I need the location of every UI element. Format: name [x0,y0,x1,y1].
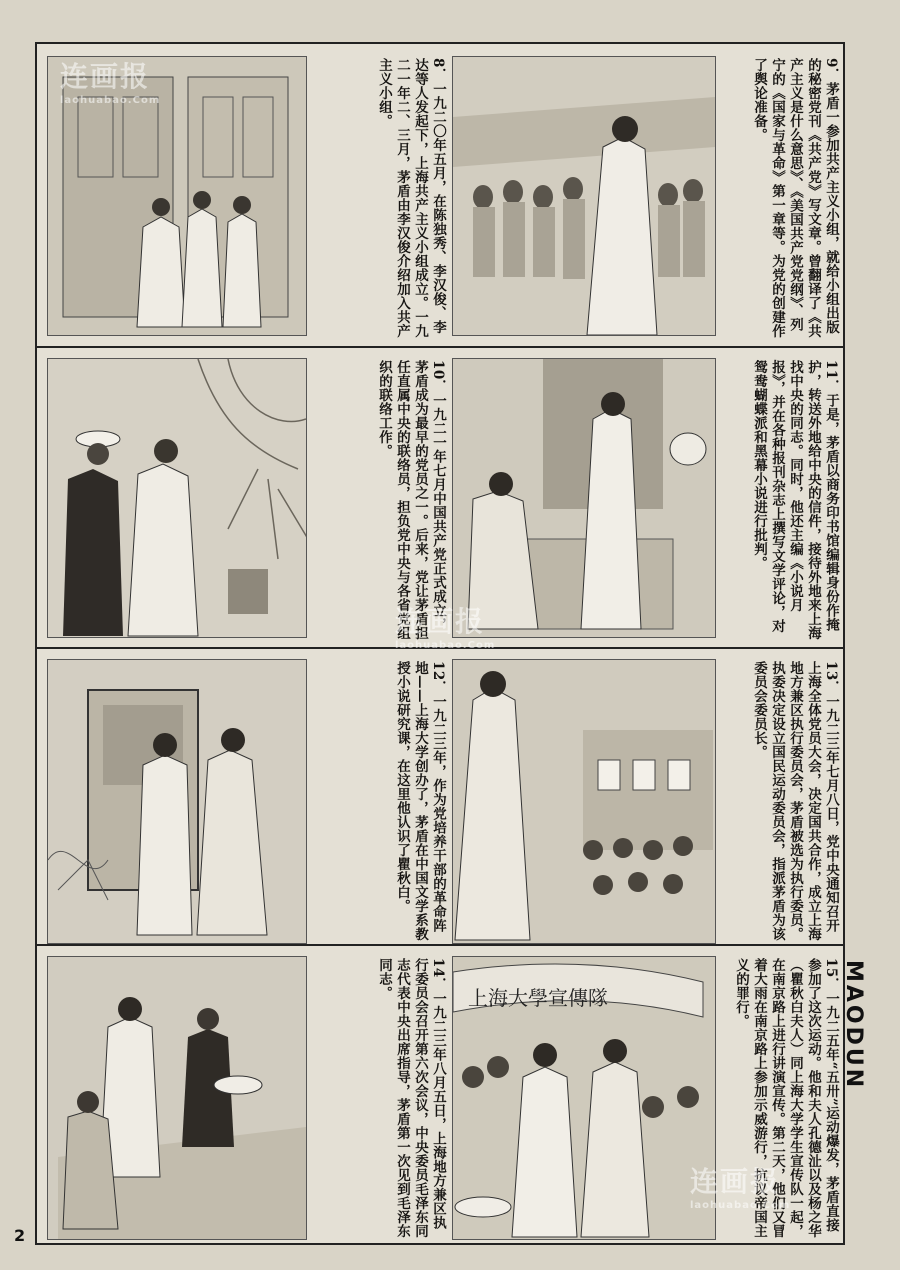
illustration-9 [452,56,716,336]
watermark-text: 连画报 [60,60,151,93]
caption-10: 10．一九二一年七月中国共产党正式成立，茅盾成为最早的党员之一。后来，党让茅盾担任直属中央的联络员，担负党中央与各省党组织的联络工作。 [376,360,446,640]
side-title: MAODUN [841,960,866,1091]
watermark-2 [395,600,495,651]
caption-8: 8．一九二〇年五月，在陈独秀、李汉俊、李达等人发起下，上海共产主义小组成立。一九二一年二、三月，茅盾由李汉俊介绍加入共产主义小组。 [376,58,446,338]
watermark-sub: laohuabao.Com [395,640,496,651]
illustration-12 [47,659,307,944]
watermark-sub: laohuabao.Com [690,1200,791,1211]
illustration-15 [452,956,716,1240]
caption-11: 11．于是，茅盾以商务印书馆编辑身份作掩护，转送外地给中央的信件，接待外地来上海找中央的同志。同时，他还主编《小说月报》，并在各种报刊杂志上撰写文学评论，对鸳鸯蝴蝶派和黑幕小说进行批判。 [751,360,839,640]
caption-15: 15．一九二五年“五卅”运动爆发，茅盾直接参加了这次运动。他和夫人孔德沚以及杨之华（瞿秋白夫人）同上海大学学生宣传队一起，在南京路上进行讲演宣传。第二天，他们又冒着大雨在南京路上参加示威游行，抗议帝国主义的罪行。 [733,958,839,1238]
panel-row-3 [37,649,843,945]
caption-13: 13．一九二三年七月八日，党中央通知召开上海全体党员大会，决定国共合作，成立上海地方兼区执行委员会，茅盾被选为执行委员。执委决定设立国民运动委员会，指派茅盾为该委员会委员长。 [751,661,839,941]
watermark-sub: laohuabao.Com [60,95,161,106]
watermark-1 [60,55,160,106]
watermark-text: 连画报 [690,1165,781,1198]
illustration-10 [47,358,307,638]
illustration-14 [47,956,307,1240]
illustration-11 [452,358,716,638]
caption-9: 9．茅盾一参加共产主义小组，就给小组出版的秘密党刊《共产党》写文章。曾翻译了《共产主义是什么意思》、《美国共产党党纲》、列宁的《国家与革命》第一章等。为党的创建作了舆论准备。 [751,58,839,338]
watermark-text: 连画报 [395,605,486,638]
caption-14: 14．一九二三年八月五日，上海地方兼区执行委员会召开第六次会议，中央委员毛泽东同志代表中央出席指导，茅盾第一次见到毛泽东同志。 [376,958,446,1238]
watermark-3 [690,1160,790,1211]
illustration-13 [452,659,716,944]
banner-text: 上海大學宣傳隊 [468,986,608,1010]
page-number: 2 [14,1226,26,1245]
caption-12: 12．一九二三年，作为党培养干部的革命阵地——上海大学创办了，茅盾在中国文学系教授小说研究课，在这里他认识了瞿秋白。 [394,661,446,941]
